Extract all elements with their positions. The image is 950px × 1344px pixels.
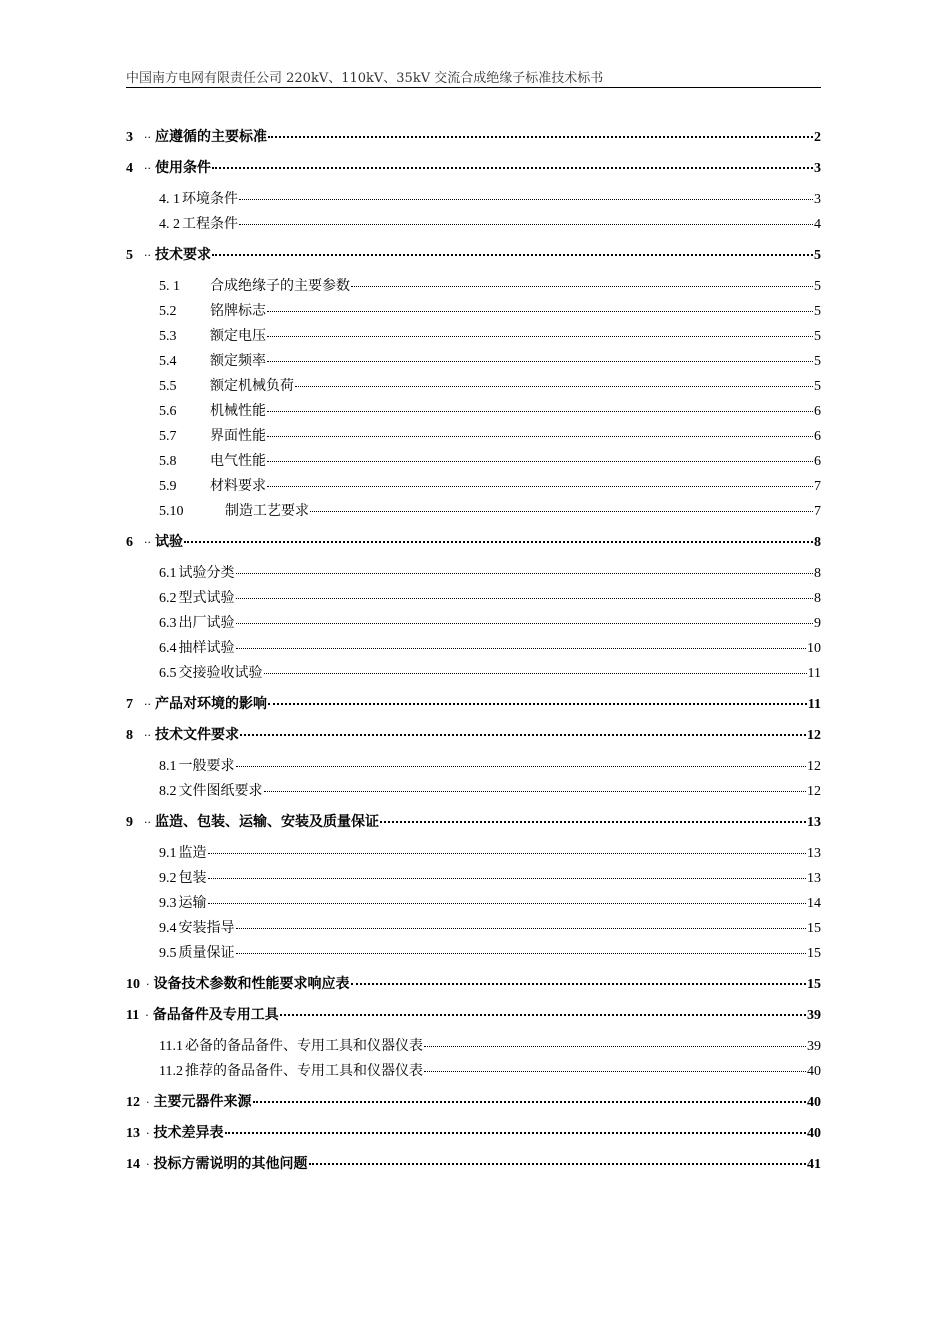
toc-dot-leader — [236, 928, 807, 929]
toc-entry[interactable] — [159, 781, 821, 801]
toc-entry[interactable] — [159, 426, 821, 446]
toc-entry-title: 额定电压 — [210, 328, 266, 344]
toc-entry-number: 11.1 — [159, 1039, 183, 1054]
toc-entry-page: 15 — [807, 977, 821, 992]
toc-entry-page: 6 — [814, 404, 821, 419]
toc-entry[interactable] — [159, 588, 821, 608]
toc-entry-number: 8 — [126, 728, 133, 743]
toc-entry-page: 39 — [807, 1008, 821, 1023]
toc-entry-number: 9.3 — [159, 896, 177, 911]
toc-entry[interactable] — [159, 189, 821, 209]
toc-entry-page: 8 — [814, 535, 821, 550]
toc-entry-title: 文件图纸要求 — [178, 783, 263, 799]
toc-entry-page: 5 — [814, 354, 821, 369]
toc-entry-page: 13 — [807, 846, 821, 861]
toc-entry-number: 5.8 — [159, 454, 177, 469]
toc-entry-separator: · — [146, 978, 150, 991]
toc-entry-title: 主要元器件来源 — [153, 1094, 252, 1110]
toc-dot-leader — [212, 254, 813, 256]
toc-dot-leader — [424, 1046, 806, 1047]
toc-entry-number: 6.4 — [159, 641, 177, 656]
toc-entry-number: 5.4 — [159, 354, 177, 369]
toc-entry-page: 13 — [807, 871, 821, 886]
toc-entry-page: 10 — [807, 641, 821, 656]
toc-entry-number: 9 — [126, 815, 133, 830]
toc-entry-number: 11.2 — [159, 1064, 183, 1079]
toc-dot-leader — [351, 286, 813, 287]
toc-entry-number: 5 — [126, 248, 133, 263]
toc-entry-page: 7 — [814, 504, 821, 519]
toc-entry-page: 40 — [807, 1064, 821, 1079]
toc-entry-number: 9.2 — [159, 871, 177, 886]
toc-dot-leader — [309, 1163, 807, 1165]
toc-entry-number: 6.5 — [159, 666, 177, 681]
toc-entry-title: 安装指导 — [178, 920, 235, 936]
toc-entry-page: 7 — [814, 479, 821, 494]
toc-entry[interactable] — [126, 812, 821, 832]
toc-dot-leader — [208, 853, 807, 854]
toc-entry-page: 40 — [807, 1095, 821, 1110]
toc-dot-leader — [264, 791, 807, 792]
toc-dot-leader — [264, 673, 807, 674]
toc-dot-leader — [267, 411, 813, 412]
toc-dot-leader — [268, 136, 813, 138]
toc-entry-number: 5. 1 — [159, 279, 180, 294]
toc-entry-title: 技术差异表 — [153, 1125, 224, 1141]
toc-entry-number: 4. 2 — [159, 217, 180, 232]
toc-entry-title: 技术文件要求 — [155, 727, 239, 743]
toc-entry-title: 技术要求 — [155, 247, 211, 263]
toc-entry-title: 备品备件及专用工具 — [152, 1007, 279, 1023]
toc-entry[interactable] — [126, 974, 821, 994]
toc-entry-separator: ·· — [144, 698, 151, 711]
toc-entry-separator: ·· — [144, 131, 151, 144]
toc-entry-separator: ·· — [144, 816, 151, 829]
toc-entry-title: 材料要求 — [210, 478, 266, 494]
toc-entry-title: 额定频率 — [210, 353, 266, 369]
toc-entry-title: 监造、包装、运输、安装及质量保证 — [155, 814, 379, 830]
toc-entry[interactable] — [159, 563, 821, 583]
toc-entry-number: 13 — [126, 1126, 140, 1141]
toc-entry-number: 4 — [126, 161, 133, 176]
toc-entry-title: 交接验收试验 — [178, 665, 263, 681]
toc-entry[interactable] — [159, 756, 821, 776]
toc-entry-number: 12 — [126, 1095, 140, 1110]
toc-dot-leader — [267, 311, 813, 312]
toc-dot-leader — [424, 1071, 806, 1072]
toc-entry[interactable] — [159, 376, 821, 396]
toc-entry-title: 工程条件 — [182, 216, 238, 232]
toc-entry-title: 包装 — [178, 870, 207, 886]
toc-entry-page: 12 — [807, 784, 821, 799]
toc-entry-number: 8.1 — [159, 759, 177, 774]
toc-entry-number: 5.5 — [159, 379, 177, 394]
toc-entry-number: 5.2 — [159, 304, 177, 319]
toc-entry[interactable] — [126, 1123, 821, 1143]
toc-entry-title: 铭牌标志 — [210, 303, 266, 319]
toc-entry-number: 4. 1 — [159, 192, 180, 207]
toc-dot-leader — [267, 361, 813, 362]
toc-entry-separator: · — [146, 1096, 150, 1109]
toc-entry-page: 8 — [814, 591, 821, 606]
toc-dot-leader — [236, 766, 807, 767]
toc-entry-page: 5 — [814, 379, 821, 394]
toc-dot-leader — [239, 224, 813, 225]
document-header: 中国南方电网有限责任公司 220kV、110kV、35kV 交流合成绝缘子标准技术标书 — [126, 71, 604, 86]
toc-dot-leader — [351, 983, 807, 985]
toc-entry-separator: · — [146, 1158, 150, 1171]
toc-entry[interactable] — [126, 1092, 821, 1112]
toc-dot-leader — [253, 1101, 807, 1103]
toc-entry-page: 11 — [807, 666, 821, 681]
toc-entry-page: 6 — [814, 454, 821, 469]
toc-dot-leader — [208, 878, 807, 879]
toc-entry-title: 电气性能 — [210, 453, 266, 469]
toc-entry-page: 3 — [814, 161, 821, 176]
toc-dot-leader — [380, 821, 806, 823]
toc-entry-title: 型式试验 — [178, 590, 235, 606]
toc-dot-leader — [267, 336, 813, 337]
toc-entry-title: 推荐的备品备件、专用工具和仪器仪表 — [184, 1063, 423, 1079]
toc-dot-leader — [267, 436, 813, 437]
toc-entry[interactable] — [159, 401, 821, 421]
toc-entry-page: 15 — [807, 946, 821, 961]
toc-entry-title: 界面性能 — [210, 428, 266, 444]
toc-entry[interactable] — [159, 214, 821, 234]
toc-entry-title: 使用条件 — [155, 160, 211, 176]
toc-entry-number: 9.4 — [159, 921, 177, 936]
toc-entry-number: 6.2 — [159, 591, 177, 606]
toc-entry[interactable] — [126, 532, 821, 552]
toc-entry-number: 11 — [126, 1008, 140, 1023]
toc-dot-leader — [267, 486, 813, 487]
toc-entry[interactable] — [159, 276, 821, 296]
toc-entry-number: 7 — [126, 697, 133, 712]
toc-entry-separator: ·· — [144, 729, 151, 742]
toc-entry-number: 8.2 — [159, 784, 177, 799]
toc-entry-number: 6.1 — [159, 566, 177, 581]
toc-entry-title: 试验分类 — [178, 565, 235, 581]
toc-entry[interactable] — [159, 663, 821, 683]
toc-entry[interactable] — [126, 1005, 821, 1025]
toc-entry-page: 41 — [807, 1157, 821, 1172]
toc-entry-page: 9 — [814, 616, 821, 631]
toc-entry-page: 6 — [814, 429, 821, 444]
toc-dot-leader — [236, 953, 807, 954]
toc-entry-number: 5.3 — [159, 329, 177, 344]
toc-entry-page: 15 — [807, 921, 821, 936]
toc-entry-title: 机械性能 — [210, 403, 266, 419]
toc-entry-title: 试验 — [155, 534, 183, 550]
toc-entry-page: 40 — [807, 1126, 821, 1141]
toc-dot-leader — [280, 1014, 806, 1016]
toc-entry-separator: ·· — [144, 536, 151, 549]
toc-entry-page: 5 — [814, 248, 821, 263]
toc-entry-separator: · — [145, 1009, 149, 1022]
toc-entry[interactable] — [159, 326, 821, 346]
toc-dot-leader — [225, 1132, 807, 1134]
toc-entry-title: 抽样试验 — [178, 640, 235, 656]
toc-entry-separator: ·· — [144, 249, 151, 262]
toc-dot-leader — [310, 511, 813, 512]
toc-entry-page: 8 — [814, 566, 821, 581]
toc-entry-separator: · — [146, 1127, 150, 1140]
toc-entry-title: 出厂试验 — [178, 615, 235, 631]
toc-entry-page: 2 — [814, 130, 821, 145]
toc-entry-page: 4 — [814, 217, 821, 232]
toc-entry-title: 质量保证 — [178, 945, 235, 961]
toc-entry-title: 投标方需说明的其他问题 — [153, 1156, 308, 1172]
toc-entry-number: 9.1 — [159, 846, 177, 861]
toc-entry-title: 运输 — [178, 895, 207, 911]
toc-entry[interactable] — [126, 127, 821, 147]
toc-entry-number: 14 — [126, 1157, 140, 1172]
toc-entry[interactable] — [126, 158, 821, 178]
toc-entry[interactable] — [159, 476, 821, 496]
toc-dot-leader — [212, 167, 813, 169]
toc-entry-title: 合成绝缘子的主要参数 — [210, 278, 350, 294]
toc-dot-leader — [239, 199, 813, 200]
toc-entry-number: 5.10 — [159, 504, 184, 519]
toc-entry-separator: ·· — [144, 162, 151, 175]
toc-dot-leader — [208, 903, 807, 904]
toc-entry-number: 5.7 — [159, 429, 177, 444]
toc-entry[interactable] — [126, 694, 821, 714]
toc-entry-page: 5 — [814, 304, 821, 319]
toc-entry-page: 13 — [807, 815, 821, 830]
toc-entry-number: 5.6 — [159, 404, 177, 419]
toc-entry-page: 11 — [807, 697, 821, 712]
toc-entry[interactable] — [159, 613, 821, 633]
toc-dot-leader — [295, 386, 813, 387]
toc-entry-title: 监造 — [178, 845, 207, 861]
toc-dot-leader — [184, 541, 813, 543]
toc-entry[interactable] — [159, 638, 821, 658]
toc-entry-title: 设备技术参数和性能要求响应表 — [153, 976, 350, 992]
toc-entry[interactable] — [159, 943, 821, 963]
toc-entry-number: 5.9 — [159, 479, 177, 494]
toc-entry[interactable] — [159, 868, 821, 888]
toc-entry[interactable] — [159, 451, 821, 471]
toc-entry-page: 5 — [814, 329, 821, 344]
toc-entry[interactable] — [159, 918, 821, 938]
toc-dot-leader — [236, 648, 807, 649]
toc-dot-leader — [236, 573, 814, 574]
toc-dot-leader — [268, 703, 807, 705]
toc-entry-number: 9.5 — [159, 946, 177, 961]
toc-entry[interactable] — [126, 245, 821, 265]
toc-entry-title: 额定机械负荷 — [210, 378, 294, 394]
toc-dot-leader — [236, 598, 814, 599]
toc-entry-page: 12 — [807, 728, 821, 743]
toc-entry[interactable] — [126, 725, 821, 745]
toc-entry-title: 一般要求 — [178, 758, 235, 774]
toc-entry-page: 3 — [814, 192, 821, 207]
toc-entry-page: 39 — [807, 1039, 821, 1054]
toc-entry[interactable] — [159, 843, 821, 863]
toc-entry[interactable] — [159, 301, 821, 321]
toc-entry-page: 14 — [807, 896, 821, 911]
toc-entry-number: 10 — [126, 977, 140, 992]
toc-entry-number: 3 — [126, 130, 133, 145]
toc-entry-number: 6.3 — [159, 616, 177, 631]
toc-entry-title: 必备的备品备件、专用工具和仪器仪表 — [184, 1038, 423, 1054]
toc-dot-leader — [240, 734, 806, 736]
toc-entry-number: 6 — [126, 535, 133, 550]
toc-entry-page: 5 — [814, 279, 821, 294]
toc-entry-title: 应遵循的主要标准 — [155, 129, 267, 145]
toc-entry-title: 制造工艺要求 — [225, 503, 309, 519]
toc-dot-leader — [236, 623, 814, 624]
toc-entry[interactable] — [126, 1154, 821, 1174]
toc-entry[interactable] — [159, 501, 821, 521]
toc-dot-leader — [267, 461, 813, 462]
toc-entry-page: 12 — [807, 759, 821, 774]
toc-entry[interactable] — [159, 1061, 821, 1081]
toc-entry-title: 产品对环境的影响 — [155, 696, 267, 712]
toc-entry-title: 环境条件 — [182, 191, 238, 207]
toc-entry[interactable] — [159, 351, 821, 371]
toc-entry[interactable] — [159, 893, 821, 913]
toc-entry[interactable] — [159, 1036, 821, 1056]
